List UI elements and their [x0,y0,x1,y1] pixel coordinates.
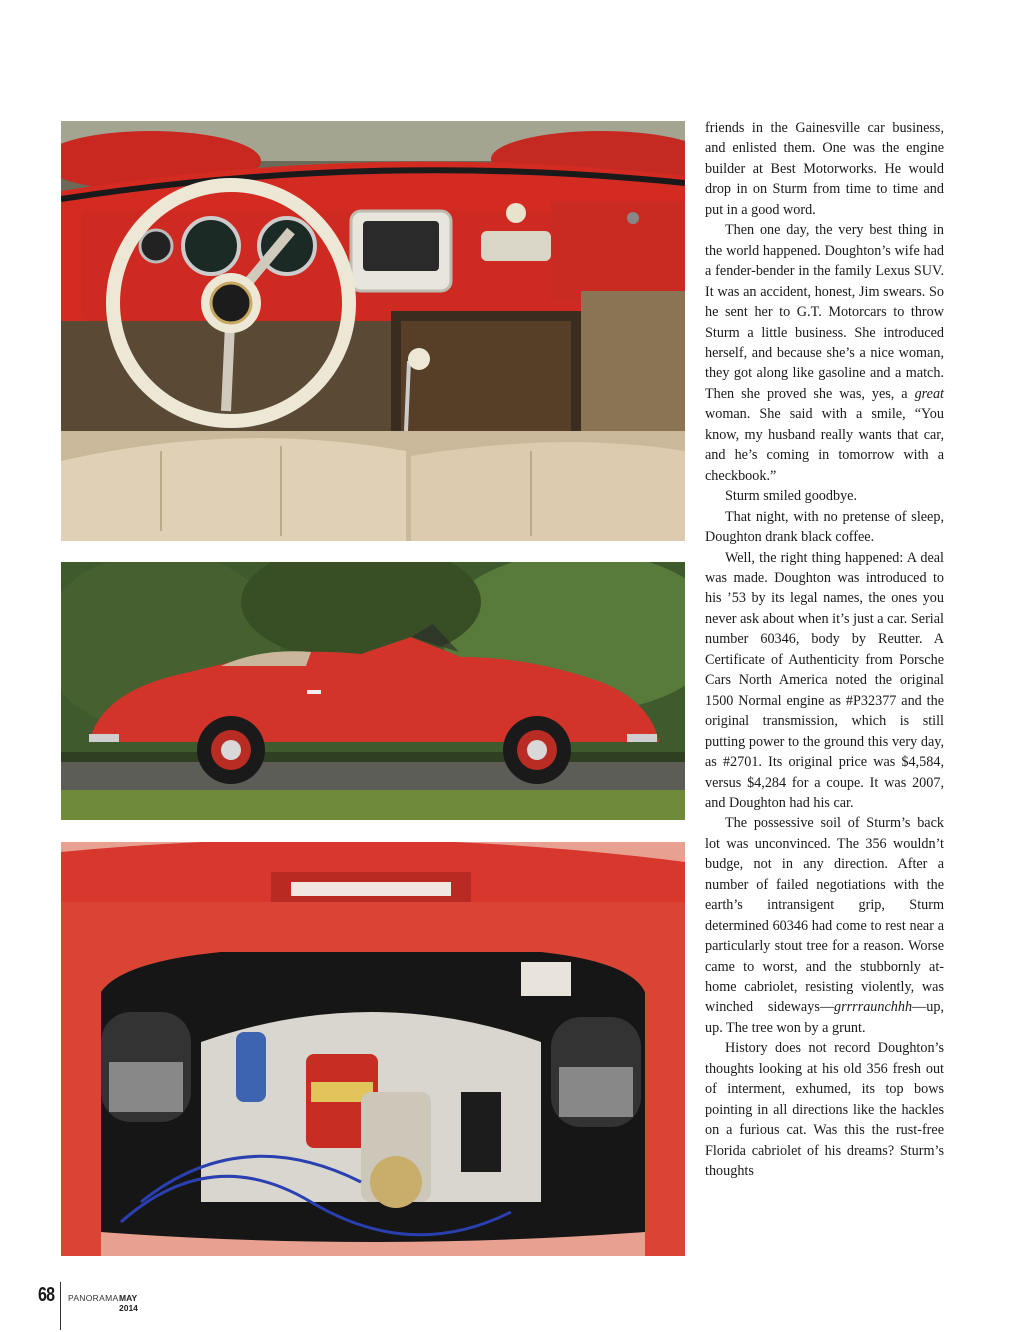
paragraph-text: —up, up. The tree won by a grunt. [705,999,944,1036]
emphasis: grrrraunchhh [834,999,913,1016]
paragraph-text: Then one day, the very best thing in the world happened. Doughton’s wife had a fender-bender in the family Lexus SUV. It was an accident, honest, Jim swears. So he sent her to G.T. Motorcars to throw Sturm a little business. She introduced herself, and because she’s a nice woman, they got along like gasoline and a match. Then she proved she was, yes, a [705,222,944,402]
magazine-name: PANORAMA [68,1293,119,1303]
side-profile-photo [61,562,685,820]
engine-bay-photo [61,842,685,1256]
paragraph: Sturm smiled goodbye. [725,488,858,505]
folio-divider [60,1282,61,1330]
dashboard-photo [61,121,685,541]
emphasis: great [914,385,944,402]
paragraph-text: woman. She said with a smile, “You know, my husband really wants that car, and he’s coming in tomorrow with a checkbook.” [705,406,944,484]
paragraph-text: The possessive soil of Sturm’s back lot was unconvinced. The 356 wouldn’t budge, not in any direction. After a number of failed negotiations with the earth’s intransigent grip, Sturm determined 60346 had come to rest near a particularly stout tree for a reason. Worse came to worst, and the stubbornly at-home cabriolet, resisting violently, was winched sideways— [705,815,944,1016]
paragraph: Well, the right thing happened: A deal was made. Doughton was introduced to his ’53 by its legal names, the ones you never ask about when it’s just a car. Serial number 60346, body by Reutter. A Certificate of Authenticity from Porsche Cars North America noted the original 1500 Normal engine as #P32377 and the original transmission, which is still putting power to the ground this very day, as #2701. Its original price was $4,584, versus $4,284 for a coupe. It was 2007, and Doughton had his car. [705,549,944,811]
article-text [705,118,944,1182]
paragraph: That night, with no pretense of sleep, Doughton drank black coffee. [705,508,944,546]
paragraph [705,220,944,486]
paragraph: friends in the Gainesville car business, and enlisted them. One was the engine builder at Best Motorworks. He would drop in on Sturm from time to time and put in a good word. [705,120,944,218]
paragraph: History does not record Doughton’s thoughts looking at his old 356 fresh out of interment, exhumed, its top bows pointing in all directions like the hackles on a furious cat. Was this the rust-free Florida cabriolet of his dreams? Sturm’s thoughts [705,1040,944,1180]
paragraph [705,813,944,1038]
page-number: 68 [38,1284,55,1306]
issue-date: MAY 2014 [119,1293,138,1313]
